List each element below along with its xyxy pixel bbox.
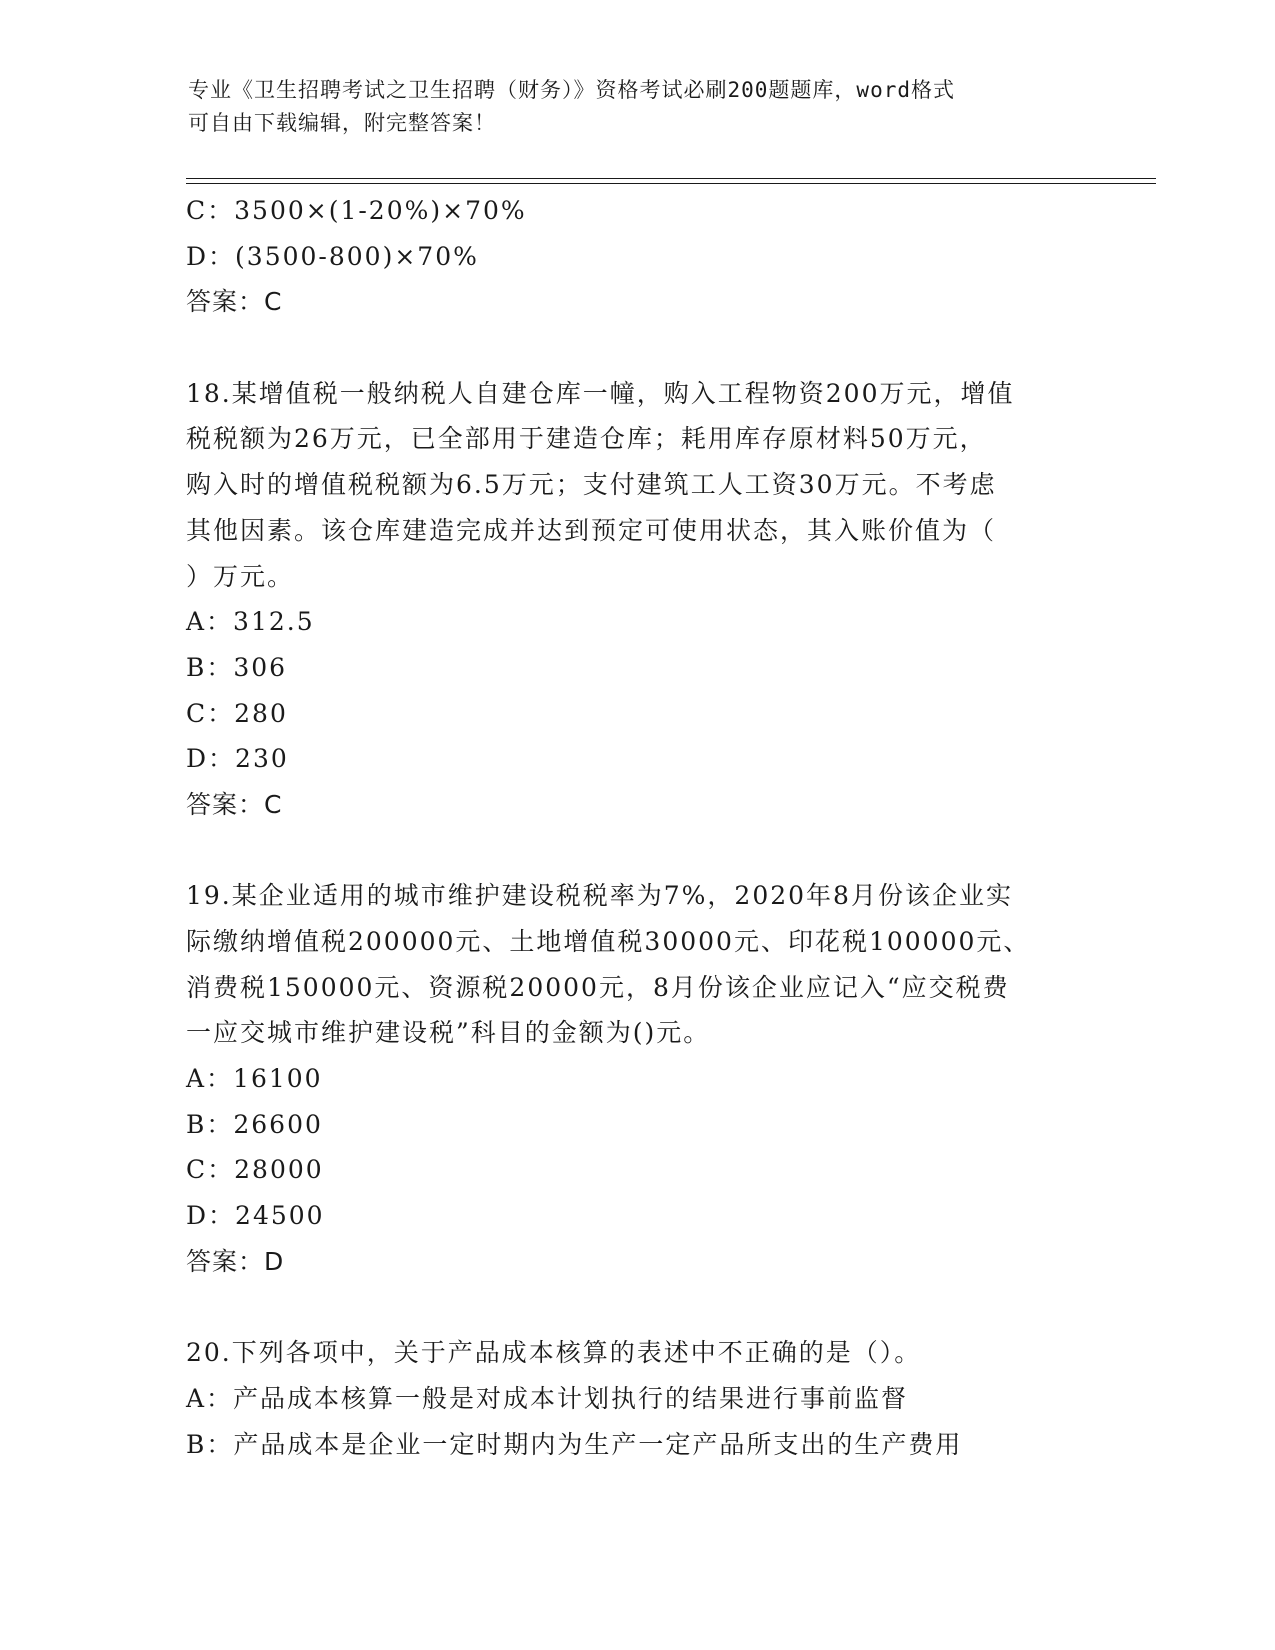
question-stem-line: 19.某企业适用的城市维护建设税税率为7%，2020年8月份该企业实	[186, 881, 1013, 911]
header-divider	[186, 178, 1156, 184]
option-b: B：26600	[186, 1109, 323, 1139]
question-stem-line: 税税额为26万元，已全部用于建造仓库；耗用库存原材料50万元，	[186, 424, 987, 454]
question-20	[186, 1330, 1086, 1467]
spacer	[186, 1285, 1086, 1331]
question-stem-line: 20.下列各项中，关于产品成本核算的表述中不正确的是（）。	[186, 1338, 922, 1368]
option-c: C：28000	[186, 1155, 324, 1185]
option-c: C：280	[186, 698, 288, 728]
option-d: D：230	[186, 744, 289, 774]
question-stem-line: 际缴纳增值税200000元、土地增值税30000元、印花税100000元、	[186, 927, 1031, 956]
spacer	[186, 828, 1086, 874]
option-a: A：产品成本核算一般是对成本计划执行的结果进行事前监督	[186, 1383, 909, 1413]
option-a: A：16100	[186, 1064, 323, 1094]
answer-line: 答案：C	[186, 287, 283, 317]
answer-line: 答案：C	[186, 789, 283, 819]
option-b: B：306	[186, 652, 288, 682]
question-stem-line: 其他因素。该仓库建造完成并达到预定可使用状态，其入账价值为（	[186, 515, 997, 545]
question-stem-line: 购入时的增值税税额为6.5万元；支付建筑工人工资30万元。不考虑	[186, 470, 997, 500]
header-title-line-2: 可自由下载编辑，附完整答案！	[188, 111, 496, 135]
question-stem-line: 一应交城市维护建设税”科目的金额为()元。	[186, 1018, 711, 1048]
question-stem-line: ）万元。	[186, 561, 295, 591]
document-header	[188, 74, 1068, 140]
spacer	[186, 325, 1086, 371]
question-content	[186, 188, 1086, 1467]
answer-line: 答案：D	[186, 1246, 285, 1276]
option-d: D：24500	[186, 1201, 325, 1231]
option-a: A：312.5	[186, 607, 315, 637]
option-b: B：产品成本是企业一定时期内为生产一定产品所支出的生产费用	[186, 1429, 963, 1459]
question-19	[186, 873, 1086, 1284]
question-18	[186, 371, 1086, 828]
question-stem-line: 18.某增值税一般纳税人自建仓库一幢，购入工程物资200万元，增值	[186, 378, 1015, 408]
option-d: D：(3500-800)×70%	[186, 241, 479, 271]
question-stem-line: 消费税150000元、资源税20000元，8月份该企业应记入“应交税费	[186, 972, 1010, 1002]
header-title-line-1: 专业《卫生招聘考试之卫生招聘（财务）》资格考试必刷200题题库，word格式	[188, 78, 955, 102]
option-c: C：3500×(1-20%)×70%	[186, 196, 527, 225]
question-17-tail	[186, 188, 1086, 325]
